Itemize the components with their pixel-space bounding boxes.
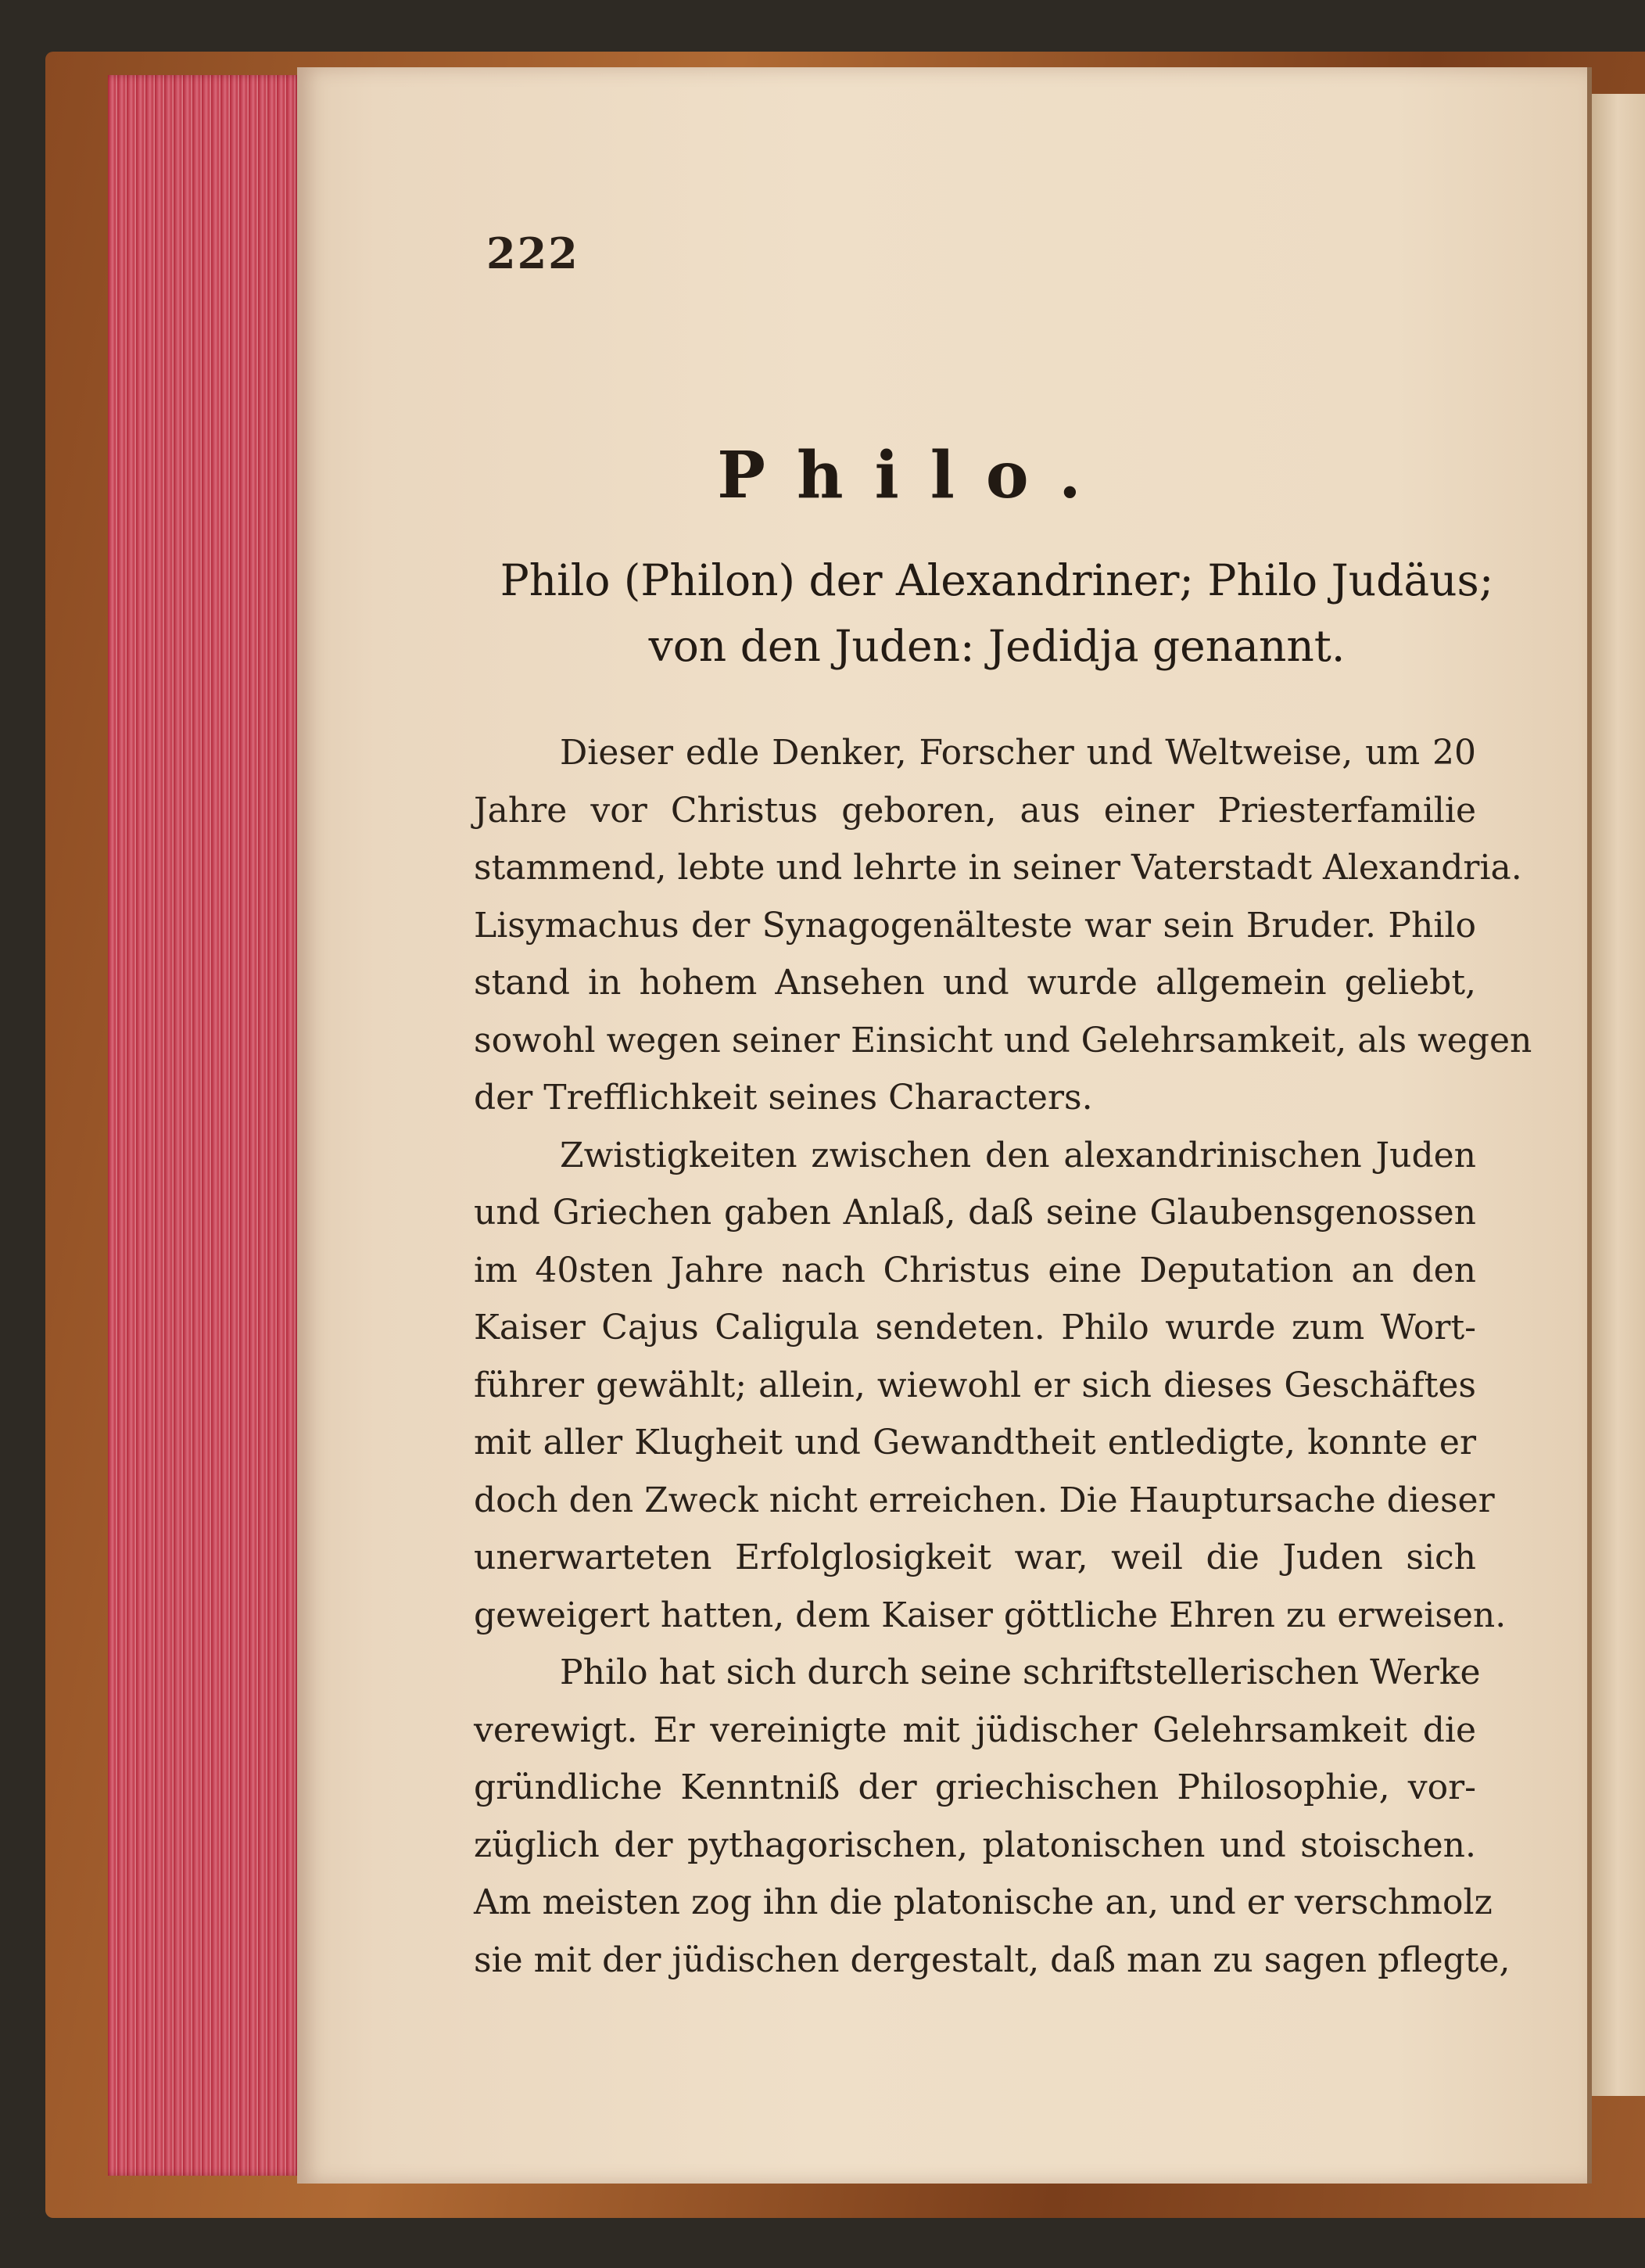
subtitle-line: Philo (Philon) der Alexandriner; Philo Judäus; xyxy=(500,555,1494,605)
paragraph-2-line: Kaiser Cajus Caligula sendeten. Philo wurde zum Wort- xyxy=(474,1308,1476,1348)
paragraph-3-line: Am meisten zog ihn die platonische an, und er verschmolz xyxy=(474,1882,1493,1922)
facing-page-edge xyxy=(1590,94,1645,2096)
paragraph-3-line: züglich der pythagorischen, platonischen und stoischen. xyxy=(474,1825,1476,1865)
paragraph-3-line: sie mit der jüdischen dergestalt, daß man zu sagen pflegte, xyxy=(474,1940,1511,1980)
paragraph-1-line: stand in hohem Ansehen und wurde allgemein geliebt, xyxy=(474,963,1476,1003)
paragraph-2-line: Zwistigkeiten zwischen den alexandrinischen Juden xyxy=(560,1135,1476,1175)
paragraph-1-line: stammend, lebte und lehrte in seiner Vaterstadt Alexandria. xyxy=(474,848,1522,888)
body-text xyxy=(474,724,1532,1989)
paragraph-1-line: Jahre vor Christus geboren, aus einer Priesterfamilie xyxy=(474,790,1476,831)
subtitle-line: von den Juden: Jedidja genannt. xyxy=(648,621,1346,671)
paragraph-1-line: sowohl wegen seiner Einsicht und Gelehrsamkeit, als wegen xyxy=(474,1020,1532,1060)
paragraph-2-line: führer gewählt; allein, wiewohl er sich dieses Geschäftes xyxy=(474,1365,1476,1405)
page-edges xyxy=(108,75,303,2176)
paragraph-2-line: und Griechen gaben Anlaß, daß seine Glaubensgenossen xyxy=(474,1193,1476,1233)
chapter-subtitle xyxy=(469,547,1525,679)
paragraph-2-line: unerwarteten Erfolglosigkeit war, weil die Juden sich xyxy=(474,1538,1476,1577)
paragraph-2-line: im 40sten Jahre nach Christus eine Deputation an den xyxy=(474,1250,1476,1290)
paragraph-1-line: Dieser edle Denker, Forscher und Weltweise, um 20 xyxy=(560,733,1476,773)
page-number: 222 xyxy=(486,228,579,278)
paragraph-3-line: Philo hat sich durch seine schriftstellerischen Werke xyxy=(560,1653,1481,1692)
paragraph-3-line: gründliche Kenntniß der griechischen Philosophie, vor- xyxy=(474,1767,1476,1807)
paragraph-2-line: doch den Zweck nicht erreichen. Die Hauptursache dieser xyxy=(474,1480,1495,1520)
paragraph-3-line: verewigt. Er vereinigte mit jüdischer Gelehrsamkeit die xyxy=(474,1710,1476,1750)
paragraph-1-line: der Trefflichkeit seines Characters. xyxy=(474,1078,1093,1118)
chapter-title: Philo. xyxy=(717,438,1113,513)
paragraph-1-line: Lisymachus der Synagogenälteste war sein Bruder. Philo xyxy=(474,905,1476,946)
paragraph-2-line: geweigert hatten, dem Kaiser göttliche Ehren zu erweisen. xyxy=(474,1595,1507,1635)
paragraph-2-line: mit aller Klugheit und Gewandtheit entledigte, konnte er xyxy=(474,1423,1476,1462)
